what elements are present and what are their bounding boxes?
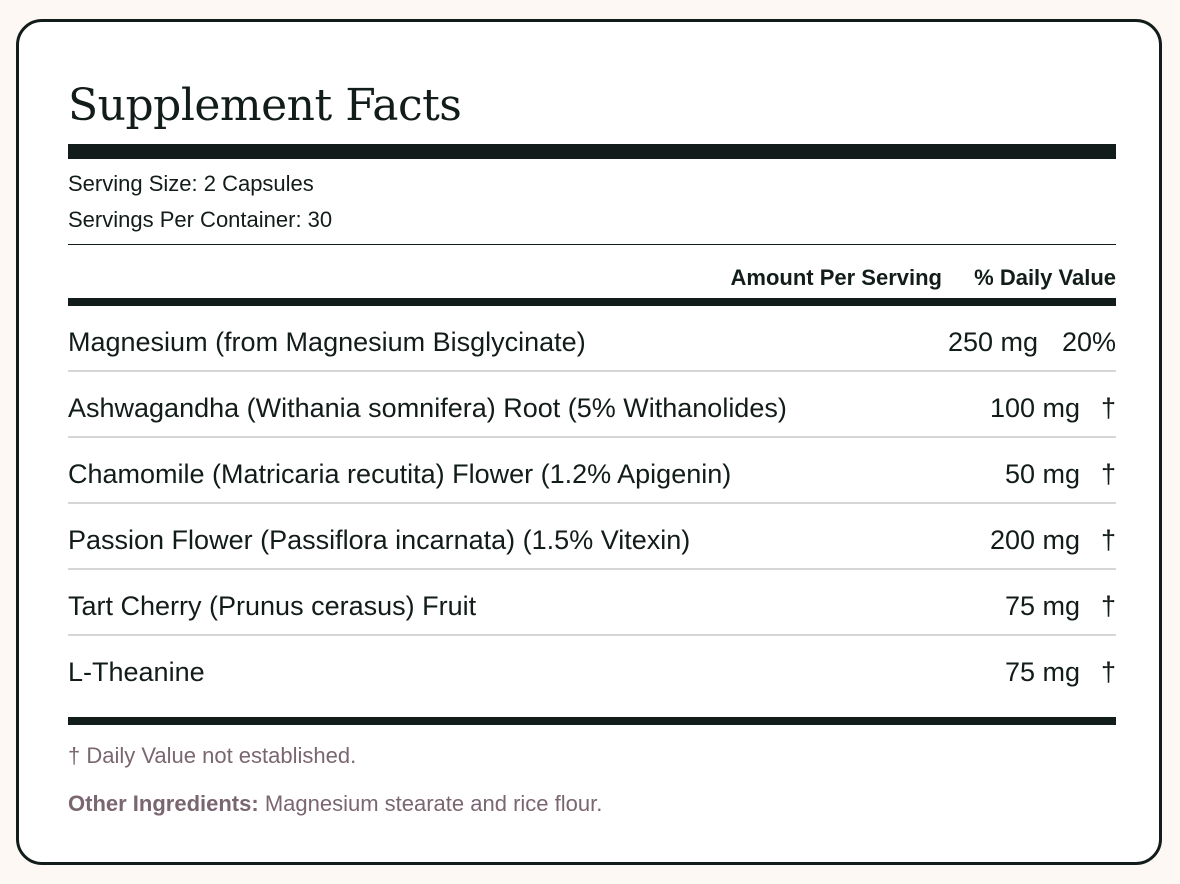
amount-per-serving-header: Amount Per Serving bbox=[730, 265, 942, 290]
ingredient-daily-value: † bbox=[1100, 657, 1116, 687]
ingredient-row bbox=[68, 636, 1116, 702]
daily-value-header: % Daily Value bbox=[974, 265, 1116, 290]
daily-value-footnote: † Daily Value not established. bbox=[68, 743, 357, 768]
ingredient-row bbox=[68, 306, 1116, 372]
ingredient-name: Ashwagandha (Withania somnifera) Root (5% Withanolides) bbox=[68, 393, 787, 423]
header-divider bbox=[68, 298, 1116, 306]
ingredient-amount: 100 mg bbox=[989, 393, 1080, 423]
other-ingredients-label: Other Ingredients: bbox=[68, 791, 259, 816]
footer-divider bbox=[68, 717, 1116, 725]
ingredient-name: L-Theanine bbox=[68, 657, 205, 687]
ingredient-daily-value: † bbox=[1100, 525, 1116, 555]
ingredient-list bbox=[68, 306, 1116, 702]
ingredient-row bbox=[68, 372, 1116, 438]
panel-title: Supplement Facts bbox=[68, 80, 462, 131]
ingredient-row bbox=[68, 504, 1116, 570]
ingredient-amount: 75 mg bbox=[1004, 591, 1080, 621]
ingredient-daily-value: 20% bbox=[1061, 327, 1116, 357]
ingredient-amount: 50 mg bbox=[1004, 459, 1080, 489]
serving-divider bbox=[68, 244, 1116, 245]
ingredient-amount: 75 mg bbox=[1004, 657, 1080, 687]
ingredient-daily-value: † bbox=[1100, 393, 1116, 423]
ingredient-name: Magnesium (from Magnesium Bisglycinate) bbox=[68, 327, 586, 357]
ingredient-row bbox=[68, 438, 1116, 504]
title-divider bbox=[68, 144, 1116, 159]
ingredient-name: Passion Flower (Passiflora incarnata) (1.5% Vitexin) bbox=[68, 525, 691, 555]
serving-size: Serving Size: 2 Capsules bbox=[68, 171, 314, 196]
other-ingredients-text: Magnesium stearate and rice flour. bbox=[264, 791, 603, 816]
supplement-facts-panel bbox=[16, 19, 1162, 865]
ingredient-daily-value: † bbox=[1100, 591, 1116, 621]
ingredient-amount: 200 mg bbox=[989, 525, 1080, 555]
other-ingredients bbox=[68, 790, 602, 818]
ingredient-daily-value: † bbox=[1100, 459, 1116, 489]
ingredient-row bbox=[68, 570, 1116, 636]
ingredient-name: Chamomile (Matricaria recutita) Flower (1.2% Apigenin) bbox=[68, 459, 732, 489]
ingredient-amount: 250 mg bbox=[947, 327, 1038, 357]
servings-per-container: Servings Per Container: 30 bbox=[68, 207, 333, 232]
ingredient-name: Tart Cherry (Prunus cerasus) Fruit bbox=[68, 591, 477, 621]
